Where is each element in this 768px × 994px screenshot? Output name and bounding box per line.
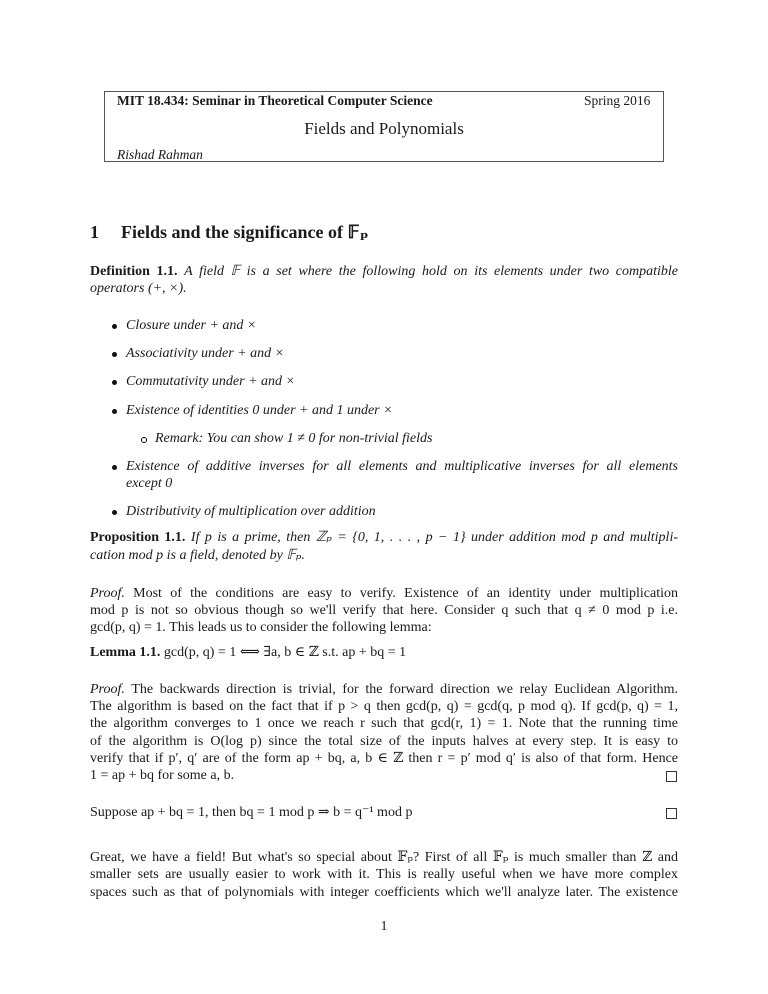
remark: Remark: You can show 1 ≠ 0 for non-trivial fields — [155, 431, 433, 446]
list-item: Existence of additive inverses for all elements and multiplicative inverses for all elements — [126, 459, 678, 474]
proof-line: of the algorithm is O(log p) since the total size of the inputs halves at every step. It is easy to — [90, 734, 678, 749]
bullet-icon — [112, 409, 117, 414]
proof-text: The backwards direction is trivial, for the forward direction we relay Euclidean Algorithm. — [131, 682, 678, 697]
definition-label: Definition 1.1. — [90, 264, 178, 279]
proposition-label: Proposition 1.1. — [90, 530, 186, 545]
suppose-line: Suppose ap + bq = 1, then bq = 1 mod p ⇒ b = q⁻¹ mod p — [90, 805, 413, 820]
proof-line: 1 = ap + bq for some a, b. — [90, 768, 235, 783]
list-item: Closure under + and × — [126, 318, 257, 333]
sub-bullet-icon — [141, 437, 147, 443]
definition-line — [90, 263, 678, 281]
proof-line: The algorithm is based on the fact that if p > q then gcd(p, q) = gcd(q, p mod q). If gcd(p, q) = 1, — [90, 699, 678, 714]
proof-line: the algorithm converges to 1 once we reach r such that gcd(r, 1) = 1. Note that the running time — [90, 716, 678, 731]
proof-text: Most of the conditions are easy to verify. Existence of an identity under multiplication — [133, 586, 679, 601]
paragraph-line: spaces such as that of polynomials with integer coefficients which we'll analyze later. The existence — [90, 885, 678, 900]
course-name: MIT 18.434: Seminar in Theoretical Computer Science — [117, 93, 433, 108]
lemma — [90, 644, 678, 662]
qed-icon — [666, 771, 677, 782]
proof-line — [90, 585, 678, 603]
term: Spring 2016 — [584, 93, 651, 108]
lemma-label: Lemma 1.1. — [90, 645, 161, 660]
section-title: Fields and the significance of 𝔽ₚ — [121, 222, 369, 242]
proof-label: Proof. — [90, 586, 125, 601]
definition-text: A field 𝔽 is a set where the following hold on its elements under two compatible — [184, 264, 679, 279]
qed-icon — [666, 808, 677, 819]
bullet-icon — [112, 510, 117, 515]
paragraph-line: smaller sets are usually easier to work with it. This is really useful when we have more complex — [90, 867, 678, 882]
list-item: Distributivity of multiplication over addition — [126, 504, 376, 519]
list-item: Existence of identities 0 under + and 1 under × — [126, 403, 393, 418]
proof-line — [90, 681, 678, 699]
proof-line: verify that if p′, q′ are of the form ap + bq, a, b ∈ ℤ then r = p′ mod q′ is also of that form. Hence — [90, 751, 678, 766]
proof-line: mod p is not so obvious though so we'll verify that here. Consider q such that q ≠ 0 mod p i.e. — [90, 603, 678, 618]
page-number: 1 — [380, 919, 388, 934]
proposition-line — [90, 529, 678, 547]
lemma-text: gcd(p, q) = 1 ⟺ ∃a, b ∈ ℤ s.t. ap + bq = 1 — [163, 645, 407, 660]
bullet-icon — [112, 324, 117, 329]
proof-label: Proof. — [90, 682, 125, 697]
bullet-icon — [112, 465, 117, 470]
proposition-text: If p is a prime, then ℤₚ = {0, 1, . . . , p − 1} under addition mod p and multipli- — [190, 530, 678, 545]
definition-line: operators (+, ×). — [90, 281, 187, 296]
proof-line: gcd(p, q) = 1. This leads us to consider the following lemma: — [90, 620, 432, 635]
author: Rishad Rahman — [117, 147, 203, 162]
doc-title: Fields and Polynomials — [304, 119, 464, 138]
paragraph-line: Great, we have a field! But what's so special about 𝔽ₚ? First of all 𝔽ₚ is much smaller than ℤ and — [90, 850, 678, 865]
list-item-cont: except 0 — [126, 476, 173, 491]
bullet-icon — [112, 352, 117, 357]
list-item: Commutativity under + and × — [126, 374, 295, 389]
section-number: 1 — [90, 222, 99, 242]
list-item: Associativity under + and × — [126, 346, 285, 361]
bullet-icon — [112, 380, 117, 385]
proposition-line: cation mod p is a field, denoted by 𝔽ₚ. — [90, 548, 305, 563]
